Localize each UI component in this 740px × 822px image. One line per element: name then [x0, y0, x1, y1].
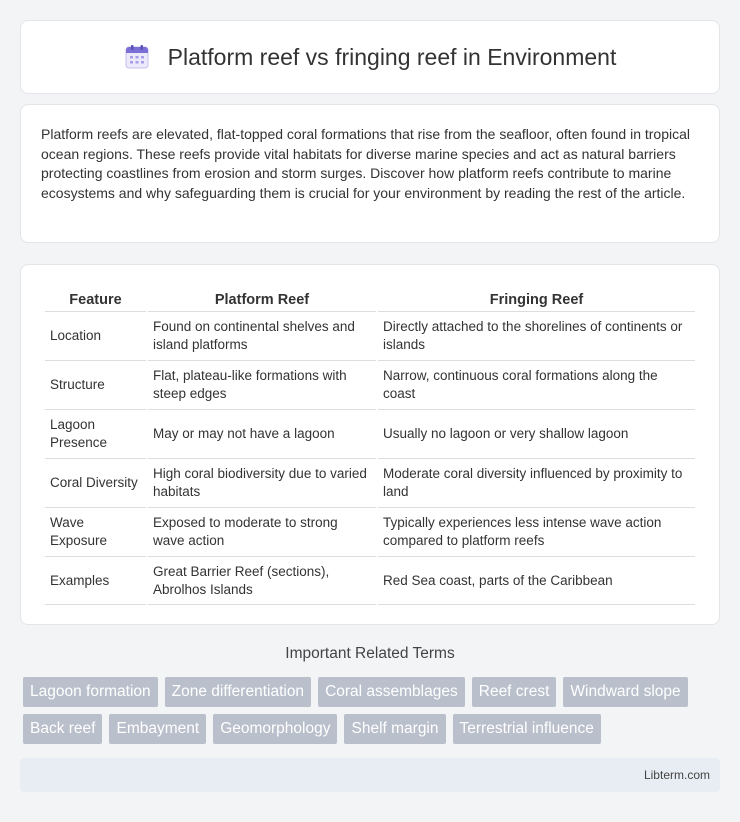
header-feature: Feature	[69, 292, 122, 308]
related-terms-title: Important Related Terms	[285, 645, 455, 662]
tag-back-reef[interactable]: Back reef	[23, 714, 102, 744]
cell-feature: Lagoon Presence	[45, 409, 146, 458]
tag-reef-crest[interactable]: Reef crest	[472, 677, 557, 707]
footer	[20, 758, 720, 792]
cell-fringing: Narrow, continuous coral formations along the coast	[378, 360, 695, 409]
table-header-row	[45, 285, 695, 311]
tag-geomorphology[interactable]: Geomorphology	[213, 714, 337, 744]
cell-platform: May or may not have a lagoon	[148, 409, 376, 458]
cell-feature: Structure	[45, 360, 146, 409]
header-fringing-reef: Fringing Reef	[489, 292, 584, 308]
page-title: Platform reef vs fringing reef in Environment	[167, 43, 617, 70]
footer-site-link[interactable]: Libterm.com	[643, 768, 710, 782]
cell-platform: High coral biodiversity due to varied habitats	[148, 458, 376, 507]
intro-card	[20, 104, 720, 243]
table-row	[45, 556, 695, 605]
cell-fringing: Moderate coral diversity influenced by proximity to land	[378, 458, 695, 507]
header-card	[20, 20, 720, 94]
tag-windward-slope[interactable]: Windward slope	[563, 677, 687, 707]
cell-feature: Wave Exposure	[45, 507, 146, 556]
tag-coral-assemblages[interactable]: Coral assemblages	[318, 677, 465, 707]
tag-terrestrial-influence[interactable]: Terrestrial influence	[453, 714, 601, 744]
cell-platform: Flat, plateau-like formations with steep edges	[148, 360, 376, 409]
cell-feature: Coral Diversity	[45, 458, 146, 507]
comparison-table	[43, 285, 697, 605]
cell-feature: Location	[45, 311, 146, 360]
cell-fringing: Usually no lagoon or very shallow lagoon	[378, 409, 695, 458]
tag-shelf-margin[interactable]: Shelf margin	[344, 714, 445, 744]
table-row	[45, 311, 695, 360]
calendar-icon	[124, 44, 150, 70]
tag-zone-differentiation[interactable]: Zone differentiation	[165, 677, 311, 707]
cell-platform: Great Barrier Reef (sections), Abrolhos Islands	[148, 556, 376, 605]
cell-fringing: Directly attached to the shorelines of continents or islands	[378, 311, 695, 360]
comparison-card	[20, 264, 720, 625]
table-row	[45, 507, 695, 556]
cell-fringing: Red Sea coast, parts of the Caribbean	[378, 556, 695, 605]
cell-fringing: Typically experiences less intense wave action compared to platform reefs	[378, 507, 695, 556]
tag-embayment[interactable]: Embayment	[109, 714, 206, 744]
intro-paragraph: Platform reefs are elevated, flat-topped coral formations that rise from the seafloor, often found in tropical ocean regions. These reefs provide vital habitats for diverse marine species and act as natural barriers protecting coastlines from erosion and storm surges. Discover how platform reefs contribute to marine ecosystems and why safeguarding them is crucial for your environment by reading the rest of the article.	[41, 126, 691, 201]
cell-feature: Examples	[45, 556, 146, 605]
table-row	[45, 360, 695, 409]
tag-lagoon-formation[interactable]: Lagoon formation	[23, 677, 158, 707]
cell-platform: Found on continental shelves and island platforms	[148, 311, 376, 360]
cell-platform: Exposed to moderate to strong wave action	[148, 507, 376, 556]
header-platform-reef: Platform Reef	[214, 292, 310, 308]
table-row	[45, 409, 695, 458]
header	[124, 44, 617, 71]
related-terms-tags	[23, 677, 723, 744]
table-row	[45, 458, 695, 507]
